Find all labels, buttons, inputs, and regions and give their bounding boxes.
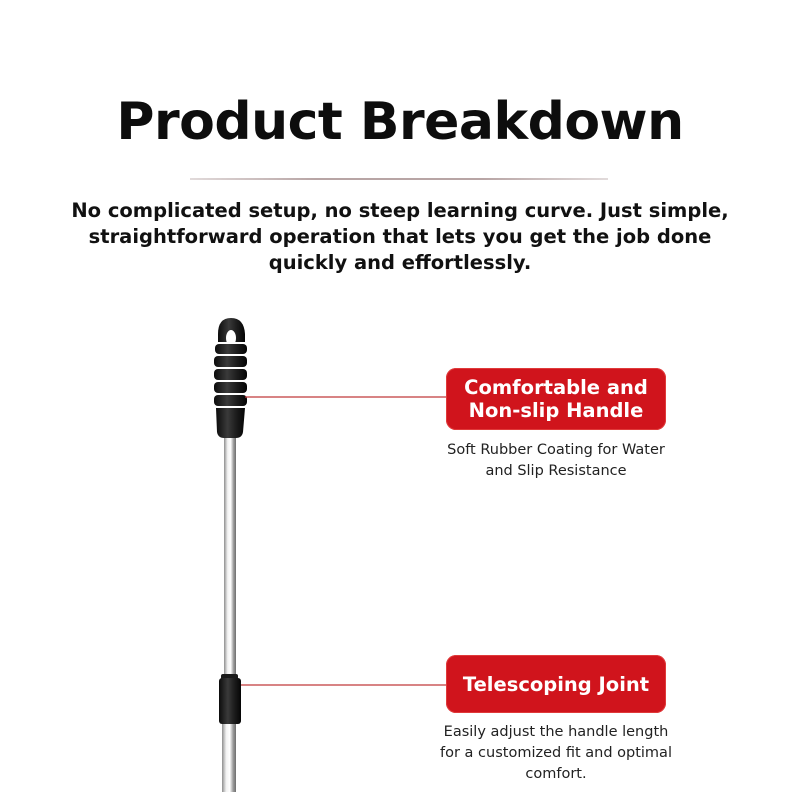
handle-callout-description: Soft Rubber Coating for Water and Slip Resistance [447, 442, 665, 479]
pole-upper [224, 432, 236, 676]
handle-callout-badge: Comfortable and Non-slip Handle [446, 368, 666, 430]
pole-lower [222, 722, 236, 792]
joint-callout-description: Easily adjust the handle length for a customized fit and optimal comfort. [440, 724, 672, 782]
intro-text: No complicated setup, no steep learning curve. Just simple, straightforward operation that lets you get the job done quickly and effortlessly. [71, 199, 729, 274]
handle-grip [214, 318, 247, 438]
joint-callout-badge: Telescoping Joint [446, 655, 666, 713]
page-title: Product Breakdown [116, 92, 684, 152]
telescoping-joint [219, 674, 241, 724]
